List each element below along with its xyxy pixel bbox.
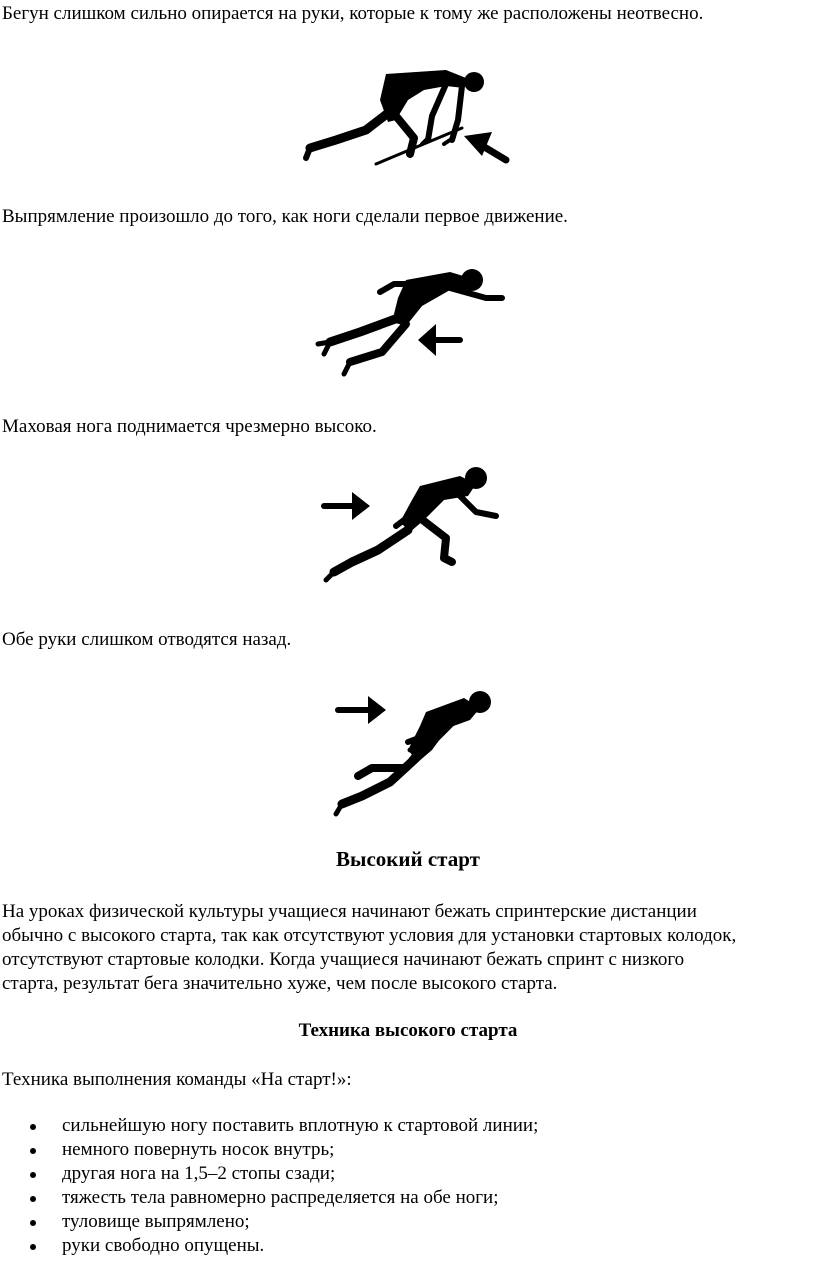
list-item <box>0 1114 538 1138</box>
paragraph-line: обычно с высокого старта, так как отсутствуют условия для установки стартовых колодок, <box>2 925 737 946</box>
bullet-icon <box>30 1124 36 1130</box>
bullet-icon <box>30 1244 36 1250</box>
paragraph-line: На уроках физической культуры учащиеся начинают бежать спринтерские дистанции <box>2 901 697 922</box>
bullet-icon <box>30 1148 36 1154</box>
technique-list <box>0 1114 538 1258</box>
runner-high-leg-figure <box>316 462 506 592</box>
high-start-paragraph <box>2 900 814 996</box>
list-item-text: сильнейшую ногу поставить вплотную к стартовой линии; <box>62 1115 539 1136</box>
caption-3: Маховая нога поднимается чрезмерно высоко. <box>2 416 377 437</box>
technique-intro: Техника выполнения команды «На старт!»: <box>2 1069 352 1090</box>
list-item-text: туловище выпрямлено; <box>62 1211 250 1232</box>
runner-arms-back-figure <box>328 686 508 820</box>
section-title-high-start: Высокий старт <box>336 847 480 871</box>
list-item <box>0 1186 538 1210</box>
caption-2: Выпрямление произошло до того, как ноги сделали первое движение. <box>2 206 568 227</box>
list-item-text: тяжесть тела равномерно распределяется на обе ноги; <box>62 1187 499 1208</box>
list-item <box>0 1234 538 1258</box>
paragraph-line: старта, результат бега значительно хуже, чем после высокого старта. <box>2 973 558 994</box>
bullet-icon <box>30 1196 36 1202</box>
list-item-text: немного повернуть носок внутрь; <box>62 1139 335 1160</box>
bullet-icon <box>30 1172 36 1178</box>
list-item-text: другая нога на 1,5–2 стопы сзади; <box>62 1163 336 1184</box>
runner-hands-error-figure <box>296 60 516 170</box>
bullet-icon <box>30 1220 36 1226</box>
list-item <box>0 1162 538 1186</box>
paragraph-line: отсутствуют стартовые колодки. Когда учащиеся начинают бежать спринт с низкого <box>2 949 685 970</box>
list-item <box>0 1210 538 1234</box>
caption-1: Бегун слишком сильно опирается на руки, которые к тому же расположены неотвесно. <box>2 3 704 24</box>
list-item <box>0 1138 538 1162</box>
section-title-technique: Техника высокого старта <box>298 1020 518 1041</box>
list-item-text: руки свободно опущены. <box>62 1235 265 1256</box>
caption-4: Обе руки слишком отводятся назад. <box>2 629 292 650</box>
runner-early-straighten-figure <box>310 262 510 382</box>
